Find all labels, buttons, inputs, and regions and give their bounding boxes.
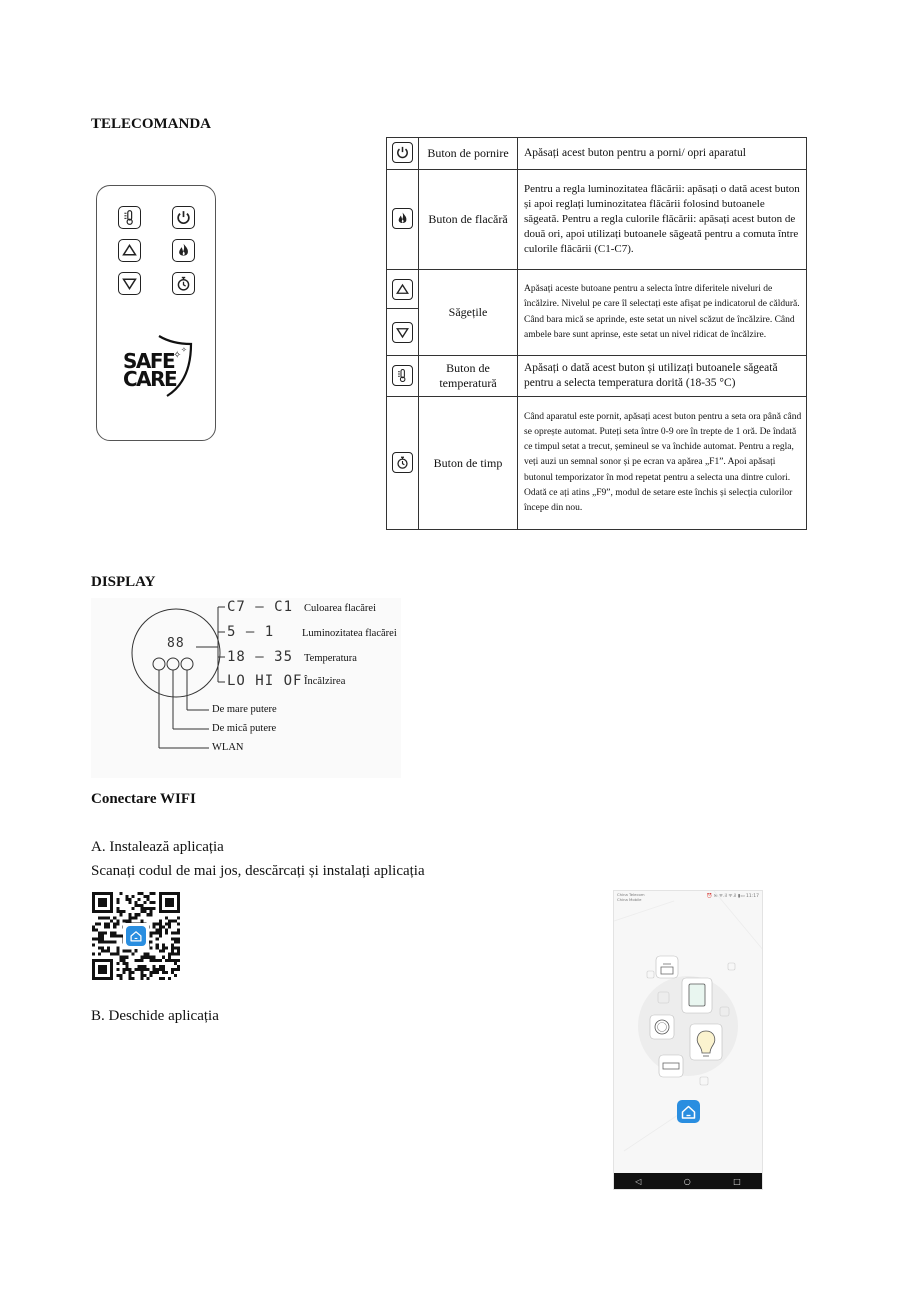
qr-code [92,892,180,980]
phone-navigation-bar [614,1173,762,1189]
readout-label: Luminozitatea flacărei [302,628,397,639]
button-name: Săgețile [419,270,518,356]
table-row [387,397,807,530]
button-description: Apăsați o dată acest buton și utilizați butoanele săgeată pentru a selecta temperatura dorită (18-35 °C) [518,356,807,397]
nav-back-icon[interactable]: ◁ [635,1176,642,1186]
table-row [387,356,807,397]
button-name: Buton de timp [419,397,518,530]
step-b-title: B. Deschide aplicația [91,1008,219,1024]
arrow-up-icon [392,279,413,300]
thermometer-icon [118,206,141,229]
carrier-label: China Telecom [617,892,645,897]
readout-code: 5 — 1 [227,624,275,640]
logo-text: SAFE CARE [123,349,177,391]
arrow-down-icon [392,322,413,343]
display-section-title: DISPLAY [91,574,156,590]
power-icon [392,142,413,163]
table-row [387,270,807,356]
indicator-label: De mică putere [212,723,277,734]
nav-home-icon[interactable]: ○ [683,1176,691,1186]
step-a-text: Scanați codul de mai jos, descărcați și instalați aplicația [91,863,425,879]
button-description: Când aparatul este pornit, apăsați acest buton pentru a seta ora până când se oprește automat. Puteți seta între 0-9 ore în trepte de 1 oră. De îndată ce timpul setat a trecut, șemineul se va închide automat. Pentru a regla, veți auzi un semnal sonor și pe ecran va apărea „F1”. Apoi apăsați butonul temporizator în mod repetat pentru a selecta una dintre culori. Odată ce ați atins „F9”, modul de setare este închis și selecția culorilor începe din nou. [518,397,807,530]
status-bar-right: ⏰ ✉ ᯤ.il ᯤ.il ▮▭ 11:17 [706,894,759,899]
arrow-up-icon [118,239,141,262]
svg-text:✧: ✧ [173,350,182,361]
readout-label: Temperatura [304,653,357,664]
readout-code: 18 — 35 [227,649,294,665]
readout-label: Culoarea flacărei [304,603,376,614]
nav-recent-icon[interactable]: □ [733,1176,741,1186]
thermometer-icon [392,365,413,386]
timer-icon [172,272,195,295]
display-diagram [91,598,401,778]
button-description: Apăsați acest buton pentru a porni/ opri aparatul [518,138,807,170]
safe-care-logo [121,334,195,400]
flame-icon [172,239,195,262]
phone-app-screenshot [613,890,763,1190]
indicator-label: WLAN [212,742,244,753]
button-name: Buton de temperatură [419,356,518,397]
remote-section-title: TELECOMANDA [91,116,212,132]
readout-label: Încălzirea [304,676,346,687]
button-name: Buton de pornire [419,138,518,170]
readout-code: LO HI OF [227,673,303,689]
app-home-icon [126,926,146,946]
button-name: Buton de flacără [419,170,518,270]
remote-control-illustration [96,185,216,441]
power-icon [172,206,195,229]
arrow-down-icon [118,272,141,295]
wifi-section-title: Conectare WIFI [91,791,196,807]
timer-icon [392,452,413,473]
screen-digits: 88 [167,636,185,651]
remote-functions-table [386,137,807,530]
carrier-label: China Mobile [617,896,642,902]
smart-devices-illustration [614,891,763,1171]
step-a-title: A. Instalează aplicația [91,839,224,855]
indicator-label: De mare putere [212,704,277,715]
readout-code: C7 — C1 [227,599,294,615]
svg-text:✧: ✧ [181,346,187,354]
table-row [387,138,807,170]
button-description: Pentru a regla luminozitatea flăcării: apăsați o dată acest buton și apoi reglați luminozitatea flăcării folosind butoanele săgeată. Pentru a regla culorile flăcării: apăsați acest buton de două ori, apoi utilizați butoanele săgeată pentru a comuta între culorile flăcării (C1-C7). [518,170,807,270]
table-row [387,170,807,270]
flame-icon [392,208,413,229]
button-description: Apăsați aceste butoane pentru a selecta între diferitele niveluri de încălzire. Nivelul pe care îl selectați este afișat pe indicatorul de căldură. Când bara mică se aprinde, este setat un nivel scăzut de încălzire. Când ambele bare sunt aprinse, este setat un nivel ridicat de încălzire. [518,270,807,356]
